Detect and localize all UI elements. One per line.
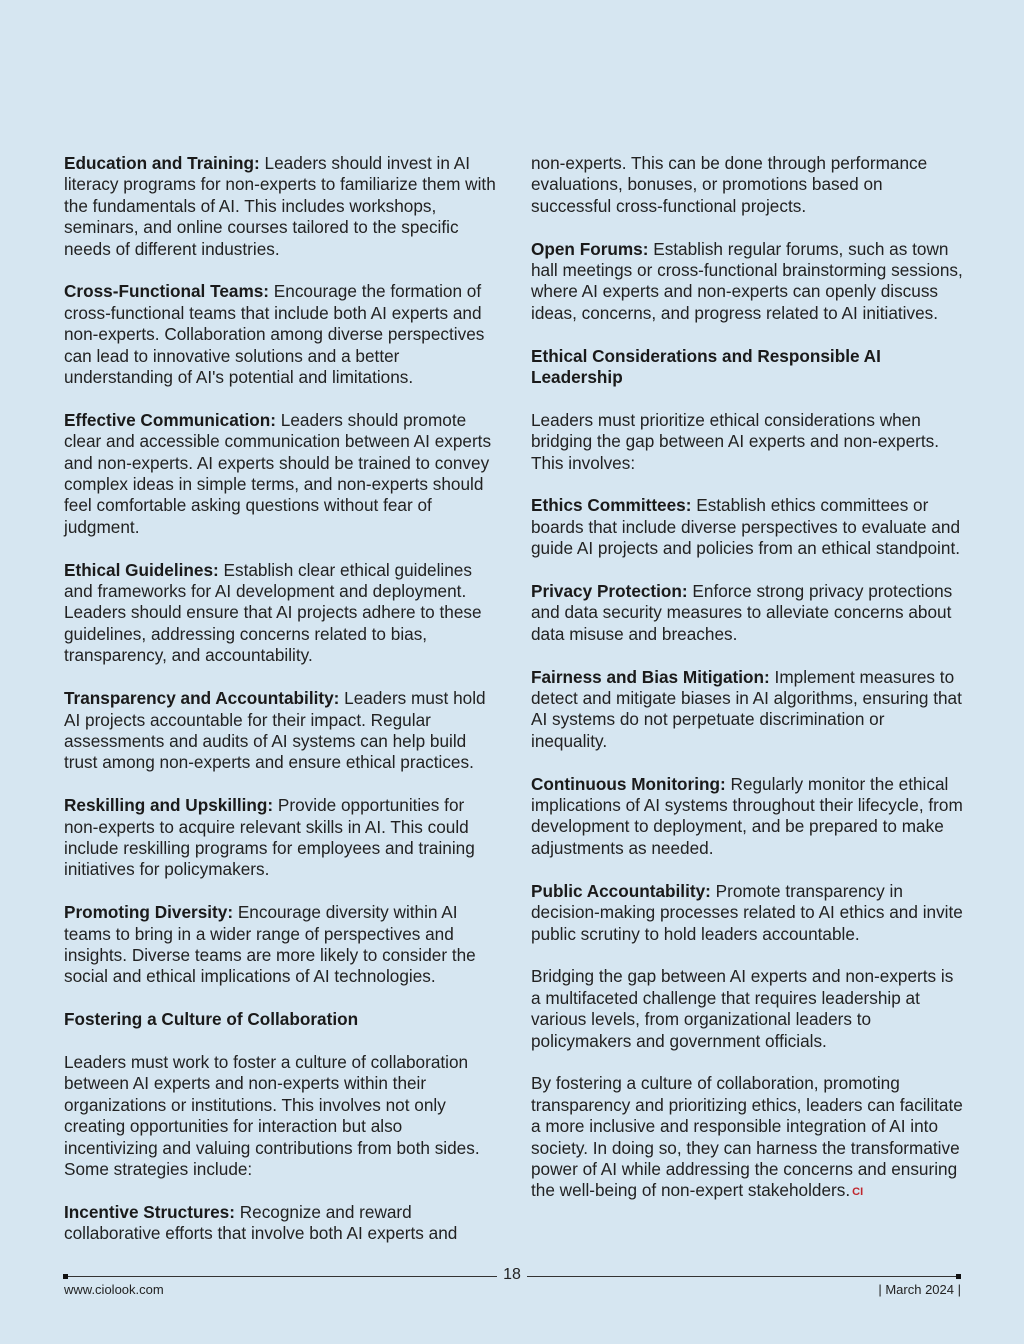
paragraph-text: Encourage the formation of cross-functional teams that include both AI experts and non-experts. Collaboration among diverse perspectives can lead to innovative solutions and a better understanding of AI's potential and limitations. [64,281,485,388]
page-number: 18 [497,1266,527,1284]
paragraph-heading: Privacy Protection: [531,581,688,602]
paragraph-heading: Ethics Committees: [531,495,692,516]
footer-website-link[interactable]: www.ciolook.com [64,1282,164,1297]
paragraph-text: Encourage diversity within AI teams to bring in a wider range of perspectives and insights. Diverse teams are more likely to consider the social and ethical implications of AI technologies. [64,902,476,987]
paragraph-heading: Public Accountability: [531,880,711,901]
paragraph-text: Leaders must hold AI projects accountable for their impact. Regular assessments and audits of AI systems can help build trust among non-experts and ensure ethical practices. [64,688,486,773]
paragraph-text: Promote transparency in decision-making processes related to AI ethics and invite public scrutiny to hold leaders accountable. [531,880,963,944]
paragraph-ethical-guidelines [64,560,496,667]
paragraph-cross-functional-teams [64,281,496,388]
ciolook-end-mark-icon: CI [852,1186,864,1199]
paragraph-bridging-gap: Bridging the gap between AI experts and non-experts is a multifaceted challenge that requires leadership at various levels, from organizational leaders to policymakers and government officials. [531,966,954,1051]
paragraph-ethics-intro: Leaders must prioritize ethical considerations when bridging the gap between AI experts and non-experts. This involves: [531,409,940,473]
paragraph-heading: Continuous Monitoring: [531,773,726,794]
footer-divider-right-dot [956,1274,961,1279]
paragraph-text: Leaders should invest in AI literacy programs for non-experts to familiarize them with the fundamentals of AI. This includes workshops, seminars, and online courses tailored to the specific needs of different industries. [64,153,496,259]
paragraph-text: By fostering a culture of collaboration, promoting transparency and prioritizing ethics, leaders can facilitate a more inclusive and responsible integration of AI into society. In doing so, they can harness the transformative power of AI while addressing the concerns and ensuring the well-being of non-expert stakeholders. [531,1073,963,1201]
paragraph-text: Establish regular forums, such as town hall meetings or cross-functional brainstorming sessions, where AI experts and non-experts can openly discuss ideas, concerns, and progress related to AI initiatives. [531,238,963,323]
paragraph-fairness-bias [531,667,963,753]
paragraph-heading: Ethical Guidelines: [64,559,219,580]
section-heading-ethics: Ethical Considerations and Responsible AI Leadership [531,345,881,388]
paragraph-public-accountability [531,881,963,945]
paragraph-conclusion [531,1073,963,1203]
paragraph-heading: Education and Training: [64,153,260,173]
paragraph-text: Implement measures to detect and mitigate biases in AI algorithms, ensuring that AI systems do not perpetuate discrimination or inequality. [531,666,962,751]
paragraph-transparency-accountability [64,688,496,774]
paragraph-education-training [64,153,496,260]
paragraph-text: Enforce strong privacy protections and data security measures to alleviate concerns about data misuse and breaches. [531,581,953,644]
paragraph-collaboration-intro: Leaders must work to foster a culture of collaboration between AI experts and non-experts within their organizations or institutions. This involves not only creating opportunities for interaction but also incentivizing and valuing contributions from both sides. Some strategies include: [64,1051,480,1179]
paragraph-heading: Transparency and Accountability: [64,688,340,709]
paragraph-text: Recognize and reward collaborative efforts that involve both AI experts and [64,1201,458,1244]
paragraph-incentive-continued: non-experts. This can be done through performance evaluations, bonuses, or promotions based on successful cross-functional projects. [531,153,928,216]
paragraph-text: Establish clear ethical guidelines and frameworks for AI development and deployment. Leaders should ensure that AI projects adhere to these guidelines, addressing concerns related to bias, transparency, and accountability. [64,559,482,666]
footer-issue-date: | March 2024 | [878,1282,961,1297]
paragraph-promoting-diversity [64,902,496,988]
paragraph-heading: Open Forums: [531,238,649,259]
right-column [531,153,963,1225]
paragraph-heading: Effective Communication: [64,409,277,430]
paragraph-incentive-structures [64,1202,496,1245]
footer-divider-left-dot [63,1274,68,1279]
section-heading-collaboration: Fostering a Culture of Collaboration [64,1009,359,1030]
paragraph-heading: Promoting Diversity: [64,902,234,923]
left-column [64,153,496,1266]
paragraph-heading: Fairness and Bias Mitigation: [531,666,770,687]
paragraph-heading: Reskilling and Upskilling: [64,795,274,816]
paragraph-text: Provide opportunities for non-experts to acquire relevant skills in AI. This could include reskilling programs for employees and training initiatives for policymakers. [64,795,475,880]
paragraph-reskilling-upskilling [64,795,496,881]
paragraph-effective-communication [64,410,496,538]
paragraph-continuous-monitoring [531,774,963,860]
paragraph-open-forums [531,239,963,325]
paragraph-text: Regularly monitor the ethical implications of AI systems throughout their lifecycle, from development to deployment, and be prepared to make adjustments as needed. [531,773,963,858]
paragraph-heading: Cross-Functional Teams: [64,281,270,302]
paragraph-text: Establish ethics committees or boards that include diverse perspectives to evaluate and guide AI projects and policies from an ethical standpoint. [531,495,960,559]
paragraph-ethics-committees [531,495,963,559]
paragraph-heading: Incentive Structures: [64,1201,235,1222]
paragraph-privacy-protection [531,581,963,645]
paragraph-text: Leaders should promote clear and accessible communication between AI experts and non-experts. AI experts should be trained to convey complex ideas in simple terms, and non-experts should feel comfortable asking questions without fear of judgment. [64,409,492,537]
